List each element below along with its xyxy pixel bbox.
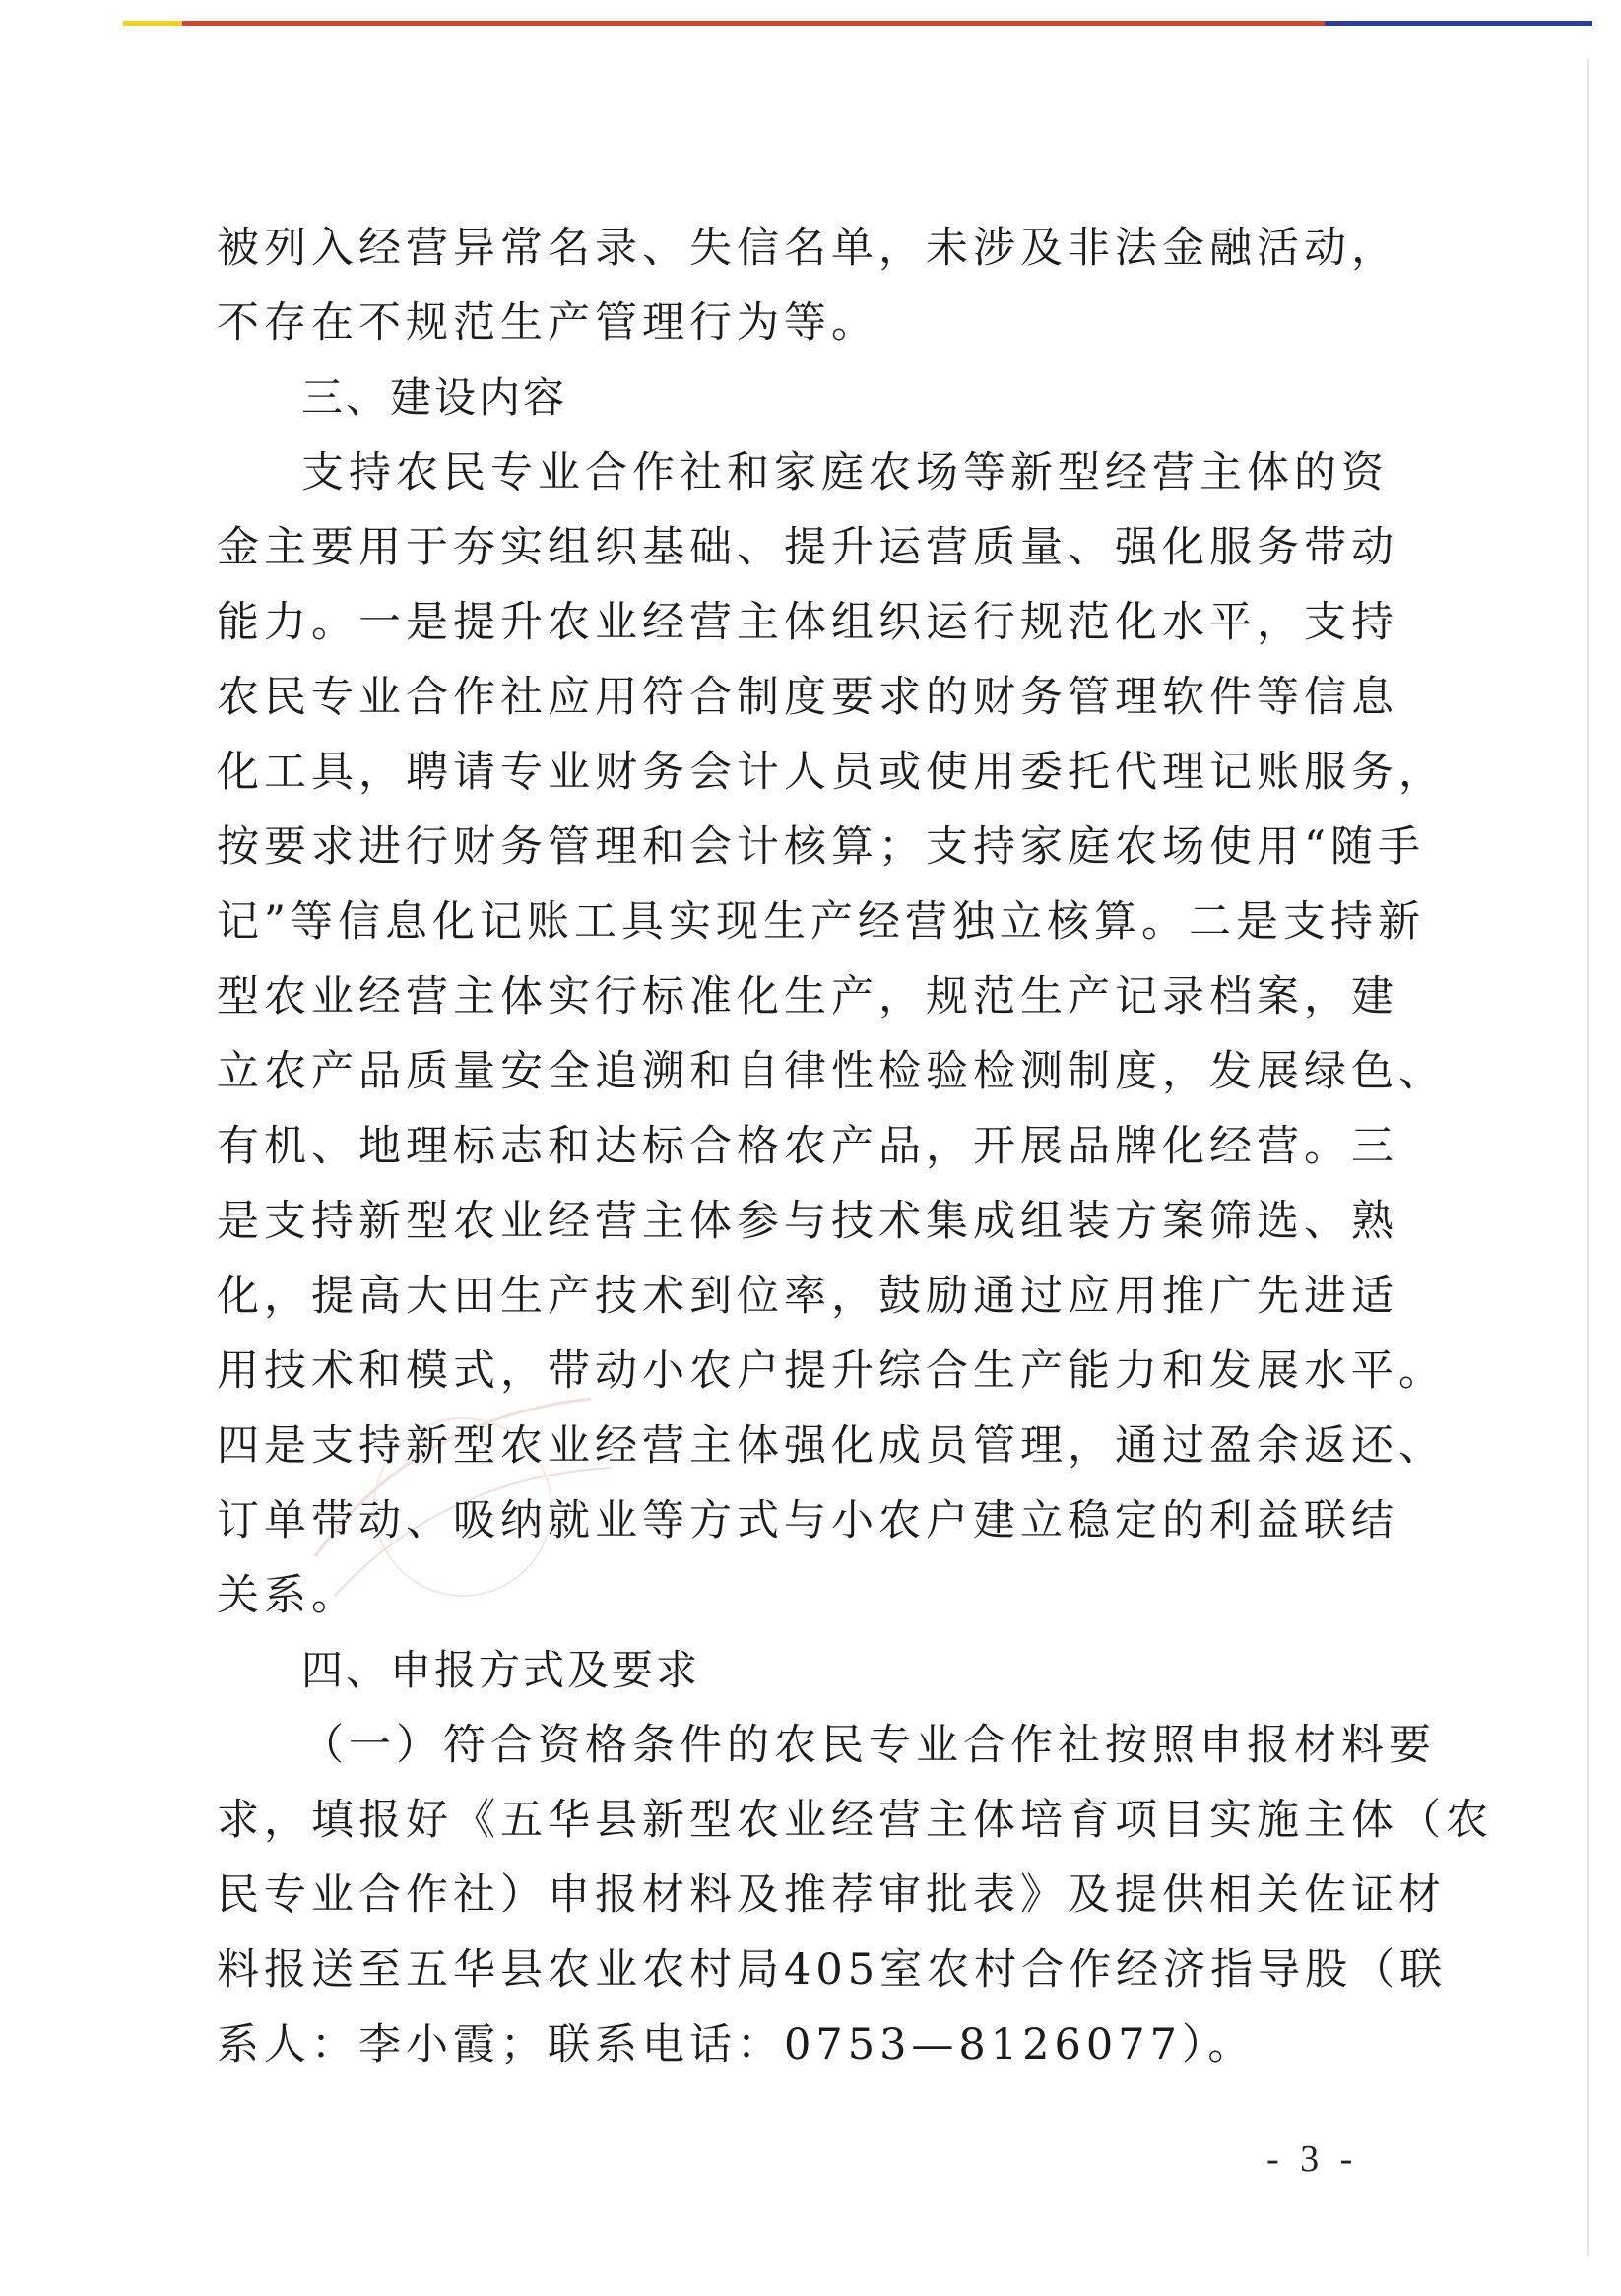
text-line: 金主要用于夯实组织基础、提升运营质量、强化服务带动 (217, 523, 1398, 572)
text-line: 立农产品质量安全追溯和自律性检验检测制度，发展绿色、 (217, 1047, 1446, 1096)
section-heading-3: 三、建设内容 (301, 373, 568, 422)
text-line: 订单带动、吸纳就业等方式与小农户建立稳定的利益联结 (217, 1496, 1398, 1545)
header-color-rule (123, 21, 1592, 26)
text-line: 记”等信息化记账工具实现生产经营独立核算。二是支持新 (217, 897, 1425, 947)
text-line: 四是支持新型农业经营主体强化成员管理，通过盈余返还、 (217, 1421, 1446, 1471)
text-line: 是支持新型农业经营主体参与技术集成组装方案筛选、熟 (217, 1197, 1398, 1246)
text-line: 关系。 (217, 1571, 358, 1620)
text-line: 系人：李小霞；联系电话：0753—8126077）。 (217, 2020, 1256, 2069)
page-number: - 3 - (1266, 2138, 1359, 2180)
text-line: 不存在不规范生产管理行为等。 (217, 298, 878, 348)
text-line: 民专业合作社）申报材料及推荐审批表》及提供相关佐证材 (217, 1870, 1446, 1920)
section-heading-4: 四、申报方式及要求 (301, 1646, 701, 1694)
text-line: 被列入经营异常名录、失信名单，未涉及非法金融活动， (217, 224, 1398, 273)
text-line: 求，填报好《五华县新型农业经营主体培育项目实施主体（农 (217, 1796, 1493, 1845)
text-line: 型农业经营主体实行标准化生产，规范生产记录档案，建 (217, 972, 1398, 1021)
text-line: 能力。一是提升农业经营主体组织运行规范化水平，支持 (217, 598, 1398, 647)
text-line: 按要求进行财务管理和会计核算；支持家庭农场使用“随手 (217, 822, 1425, 872)
text-line: （一）符合资格条件的农民专业合作社按照申报材料要 (301, 1721, 1436, 1770)
text-line: 料报送至五华县农业农村局405室农村合作经济指导股（联 (217, 1945, 1448, 1995)
scan-edge-line (1587, 59, 1589, 2256)
body-text (217, 211, 1493, 2082)
text-line: 化，提高大田生产技术到位率，鼓励通过应用推广先进适 (217, 1272, 1398, 1321)
text-line: 有机、地理标志和达标合格农产品，开展品牌化经营。三 (217, 1122, 1398, 1171)
text-line: 化工具，聘请专业财务会计人员或使用委托代理记账服务， (217, 748, 1446, 797)
text-line: 农民专业合作社应用符合制度要求的财务管理软件等信息 (217, 673, 1398, 722)
text-line: 支持农民专业合作社和家庭农场等新型经营主体的资 (301, 448, 1389, 497)
text-line: 用技术和模式，带动小农户提升综合生产能力和发展水平。 (217, 1346, 1446, 1396)
